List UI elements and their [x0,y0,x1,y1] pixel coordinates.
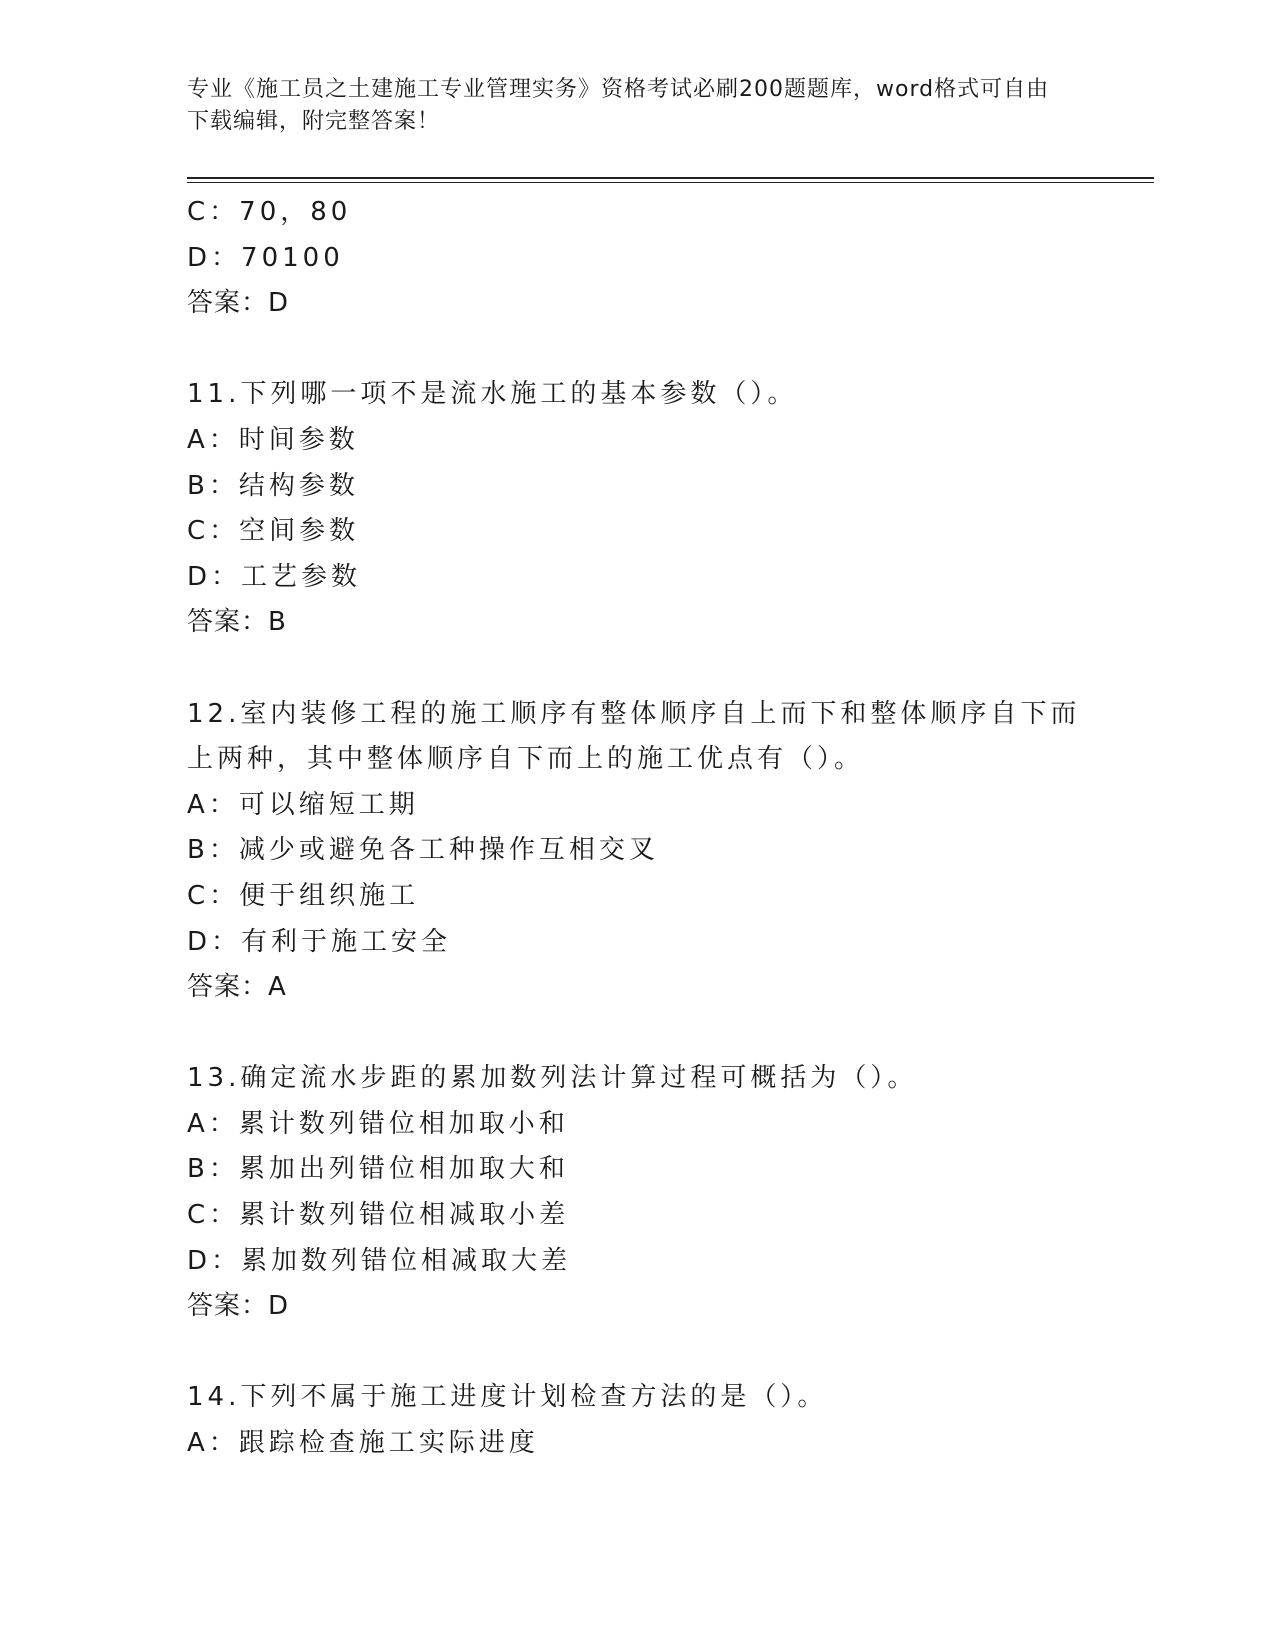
question-stem: 12.室内装修工程的施工顺序有整体顺序自上而下和整体顺序自下而上两种，其中整体顺序自下而上的施工优点有（）。 [187,698,1081,775]
question-block [187,1375,1087,1466]
spacer [187,1011,1087,1057]
question-block [187,372,1087,646]
option-c: C：70，80 [187,197,352,227]
option-a: A：累计数列错位相加取小和 [187,1108,569,1139]
option-d: D：工艺参数 [187,561,362,592]
document-body [187,190,1087,1467]
option-b: B：减少或避免各工种操作互相交叉 [187,835,659,866]
option-b: B：结构参数 [187,470,359,501]
question-stem: 11.下列哪一项不是流水施工的基本参数（）。 [187,379,798,410]
option-d: D：累加数列错位相减取大差 [187,1245,572,1276]
question-block [187,1056,1087,1330]
answer: 答案：B [187,607,287,638]
option-c: C：空间参数 [187,516,360,547]
option-b: B：累加出列错位相加取大和 [187,1154,569,1185]
option-c: C：便于组织施工 [187,880,420,911]
option-a: A：跟踪检查施工实际进度 [187,1428,539,1459]
question-block [187,692,1087,1011]
answer: 答案：D [187,288,290,319]
header-divider [187,177,1154,183]
option-d: D：有利于施工安全 [187,926,452,957]
question-stem: 13.确定流水步距的累加数列法计算过程可概括为（）。 [187,1063,918,1094]
spacer [187,327,1087,373]
answer: 答案：D [187,1291,290,1322]
option-d: D：70100 [187,242,344,273]
spacer [187,1330,1087,1376]
document-header: 专业《施工员之土建施工专业管理实务》资格考试必刷200题题库，word格式可自由下载编辑，附完整答案！ [187,77,1050,134]
question-stem: 14.下列不属于施工进度计划检查方法的是（）。 [187,1382,828,1413]
option-c: C：累计数列错位相减取小差 [187,1200,570,1231]
spacer [187,646,1087,692]
option-a: A：可以缩短工期 [187,789,419,820]
answer: 答案：A [187,972,287,1003]
option-a: A：时间参数 [187,424,359,455]
